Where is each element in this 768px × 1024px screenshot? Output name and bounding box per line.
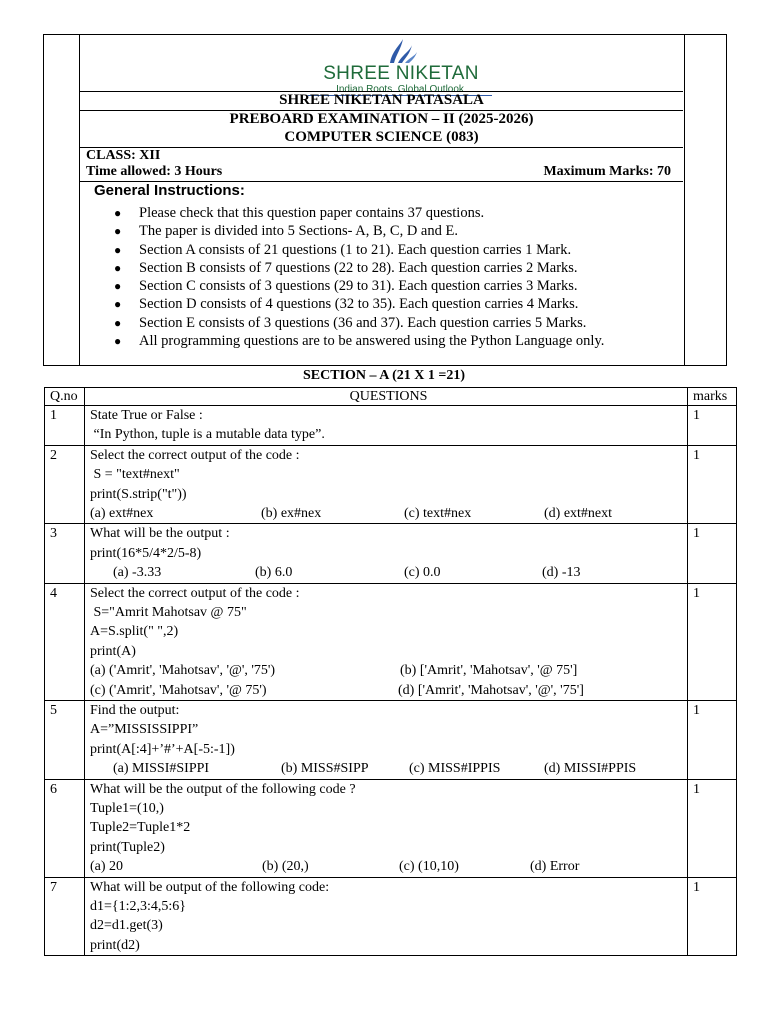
options-row	[90, 661, 687, 680]
answer-option: (b) ex#nex	[261, 506, 322, 522]
question-text	[85, 524, 688, 583]
question-line: Select the correct output of the code :	[90, 585, 300, 601]
question-marks: 1	[688, 524, 737, 583]
options-row	[90, 759, 687, 778]
section-title: SECTION – A (21 X 1 =21)	[303, 368, 465, 383]
question-line: print(Tuple2)	[90, 839, 165, 855]
answer-option: (d) MISSI#PPIS	[544, 761, 637, 777]
flame-icon	[306, 37, 496, 65]
question-row	[45, 445, 737, 524]
answer-option: (a) ('Amrit', 'Mahotsav', '@', '75')	[90, 663, 276, 679]
answer-option: (c) text#nex	[404, 506, 472, 522]
logo-name: SHREE NIKETAN	[323, 63, 479, 84]
question-number: 2	[45, 445, 85, 524]
instruction-item: ● Section B consists of 7 questions (22 to 28). Each question carries 2 Marks.	[114, 259, 684, 277]
question-line: S="Amrit Mahotsav @ 75"	[90, 605, 247, 621]
answer-option: (a) ext#nex	[90, 506, 154, 522]
subject-title: COMPUTER SCIENCE (083)	[284, 129, 479, 145]
question-row	[45, 406, 737, 446]
question-text	[85, 877, 688, 956]
question-row	[45, 524, 737, 583]
answer-option: (b) 6.0	[255, 565, 293, 581]
instructions-list	[114, 204, 684, 350]
header-marks: marks	[688, 388, 737, 406]
answer-option: (d) Error	[530, 859, 580, 875]
right-margin-line	[684, 35, 685, 365]
question-line: print(d2)	[90, 937, 140, 953]
header-questions: QUESTIONS	[85, 388, 688, 406]
question-line: What will be the output :	[90, 526, 230, 542]
answer-option: (c) ('Amrit', 'Mahotsav', '@ 75')	[90, 682, 267, 698]
question-line: S = "text#next"	[90, 467, 180, 483]
question-line: print(16*5/4*2/5-8)	[90, 545, 202, 561]
question-marks: 1	[688, 877, 737, 956]
question-line: d1={1:2,3:4,5:6}	[90, 899, 187, 915]
answer-option: (c) 0.0	[404, 565, 441, 581]
maximum-marks: Maximum Marks: 70	[543, 164, 671, 179]
answer-option: (d) ['Amrit', 'Mahotsav', '@', '75']	[398, 682, 584, 698]
answer-option: (c) (10,10)	[399, 859, 459, 875]
instruction-item: ● Section C consists of 3 questions (29 to 31). Each question carries 3 Marks.	[114, 277, 684, 295]
question-line: Tuple2=Tuple1*2	[90, 820, 191, 836]
divider	[80, 147, 683, 148]
question-number: 4	[45, 583, 85, 700]
school-logo	[306, 37, 496, 93]
question-line: print(A)	[90, 643, 136, 659]
question-text	[85, 779, 688, 877]
question-marks: 1	[688, 779, 737, 877]
questions-table	[44, 387, 737, 956]
question-line: print(A[:4]+’#’+A[-5:-1])	[90, 741, 235, 757]
question-number: 1	[45, 406, 85, 446]
question-line: A=”MISSISSIPPI”	[90, 722, 199, 738]
instruction-item: ● Please check that this question paper contains 37 questions.	[114, 204, 684, 222]
question-row	[45, 877, 737, 956]
answer-option: (d) ext#next	[544, 506, 613, 522]
options-row	[90, 563, 687, 582]
question-line: State True or False :	[90, 408, 203, 423]
instructions-title: General Instructions:	[94, 182, 245, 199]
header-qno: Q.no	[45, 388, 85, 406]
options-row	[90, 504, 687, 523]
answer-option: (a) 20	[90, 859, 124, 875]
question-number: 5	[45, 701, 85, 780]
answer-option: (d) -13	[542, 565, 581, 581]
question-line: A=S.split(" ",2)	[90, 624, 179, 640]
question-line: What will be the output of the following code ?	[90, 781, 356, 797]
answer-option: (a) -3.33	[113, 565, 162, 581]
left-margin-line	[79, 35, 80, 365]
question-text	[85, 445, 688, 524]
question-row	[45, 779, 737, 877]
logo-tagline: Indian Roots. Global Outlook	[308, 84, 492, 96]
question-marks: 1	[688, 406, 737, 446]
question-marks: 1	[688, 701, 737, 780]
answer-option: (b) (20,)	[262, 859, 309, 875]
school-name: SHREE NIKETAN PATASALA	[279, 92, 484, 108]
time-allowed: Time allowed: 3 Hours	[86, 164, 223, 179]
exam-title: PREBOARD EXAMINATION – II (2025-2026)	[229, 111, 534, 127]
header-box	[43, 34, 727, 366]
instruction-item: ● Section A consists of 21 questions (1 to 21). Each question carries 1 Mark.	[114, 241, 684, 259]
question-number: 6	[45, 779, 85, 877]
instruction-item: ● All programming questions are to be answered using the Python Language only.	[114, 332, 684, 350]
instruction-item: ● Section E consists of 3 questions (36 and 37). Each question carries 5 Marks.	[114, 314, 684, 332]
question-line: Find the output:	[90, 703, 180, 719]
question-line: Tuple1=(10,)	[90, 801, 164, 817]
question-line: What will be output of the following code:	[90, 879, 330, 895]
question-line: print(S.strip("t"))	[90, 486, 187, 502]
question-number: 7	[45, 877, 85, 956]
instruction-item: ● The paper is divided into 5 Sections- A, B, C, D and E.	[114, 222, 684, 240]
answer-option: (a) MISSI#SIPPI	[113, 761, 210, 777]
answer-option: (c) MISS#IPPIS	[409, 761, 501, 777]
question-row	[45, 701, 737, 780]
answer-option: (b) ['Amrit', 'Mahotsav', '@ 75']	[400, 663, 578, 679]
question-number: 3	[45, 524, 85, 583]
question-text	[85, 583, 688, 700]
question-text	[85, 701, 688, 780]
instruction-item: ● Section D consists of 4 questions (32 to 35). Each question carries 4 Marks.	[114, 295, 684, 313]
class-label: CLASS: XII	[86, 148, 161, 163]
question-row	[45, 583, 737, 700]
question-line: “In Python, tuple is a mutable data type”.	[90, 427, 325, 443]
question-marks: 1	[688, 445, 737, 524]
table-header-row	[45, 388, 737, 406]
question-line: Select the correct output of the code :	[90, 447, 300, 463]
answer-option: (b) MISS#SIPP	[281, 761, 369, 777]
question-text	[85, 406, 688, 446]
options-row	[90, 681, 687, 700]
options-row	[90, 857, 687, 876]
question-marks: 1	[688, 583, 737, 700]
question-line: d2=d1.get(3)	[90, 918, 163, 934]
